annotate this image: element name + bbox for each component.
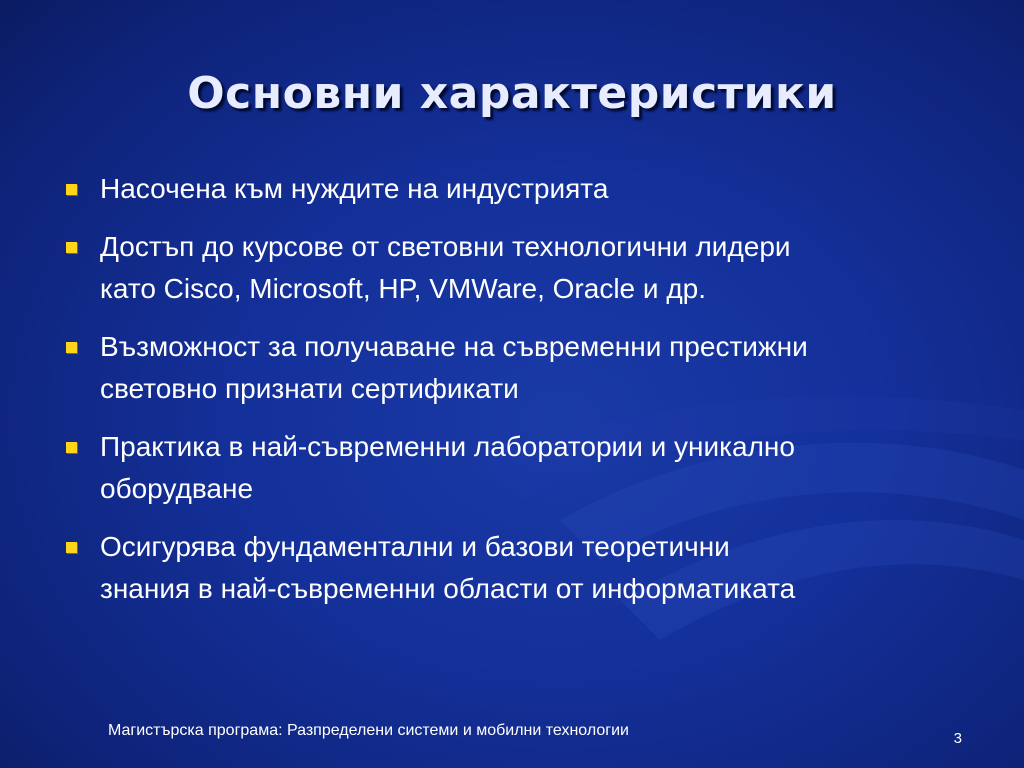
square-bullet-icon (66, 184, 77, 195)
bullet-text: Възможност за получаване на съвременни престижни (100, 331, 808, 362)
square-bullet-icon (66, 342, 77, 353)
bullet-item (64, 426, 984, 510)
bullet-item (64, 526, 984, 610)
bullet-item (64, 226, 984, 310)
bullet-text: Практика в най-съвременни лаборатории и уникално (100, 431, 795, 462)
slide-footer: Магистърска програма: Разпределени системи и мобилни технологии (108, 722, 629, 739)
bullet-text-continued: знания в най-съвременни области от информатиката (100, 573, 796, 604)
square-bullet-icon (66, 542, 77, 553)
bullet-text-continued: като Cisco, Microsoft, HP, VMWare, Oracle и др. (100, 273, 707, 304)
bullet-text: Достъп до курсове от световни технологични лидери (100, 231, 791, 262)
square-bullet-icon (66, 242, 77, 253)
bullet-text-continued: оборудване (100, 473, 254, 504)
bullet-list (64, 168, 984, 626)
page-number: 3 (953, 730, 962, 747)
bullet-text: Осигурява фундаментални и базови теоретични (100, 531, 730, 562)
bullet-item (64, 168, 984, 210)
bullet-text: Насочена към нуждите на индустрията (100, 173, 609, 204)
bullet-text-continued: световно признати сертификати (100, 373, 519, 404)
square-bullet-icon (66, 442, 77, 453)
bullet-item (64, 326, 984, 410)
slide-title: Основни характеристики (187, 68, 837, 119)
